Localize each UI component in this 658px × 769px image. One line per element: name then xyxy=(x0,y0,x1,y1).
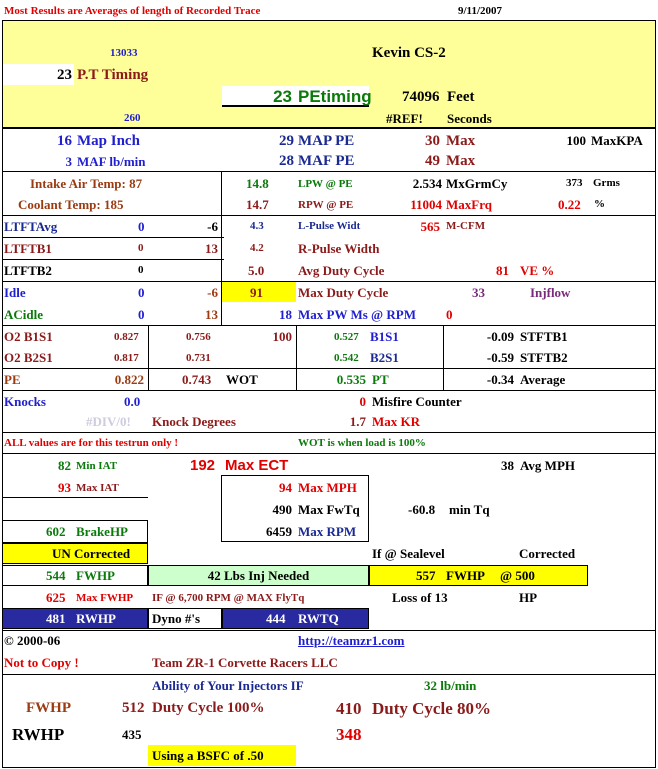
max-rpm-value: 6459 xyxy=(266,524,292,539)
knocks-label: Knocks xyxy=(4,394,46,409)
hp-label: HP xyxy=(519,590,538,605)
if-rpm-note: IF @ 6,700 RPM @ MAX FlyTq xyxy=(152,592,305,604)
pe-timing-label: PEtiming xyxy=(298,87,372,106)
stftb1-value: -0.09 xyxy=(486,329,514,344)
average-value: -0.34 xyxy=(486,372,514,387)
duty100-value: 512 xyxy=(122,700,145,716)
avg-mph-value: 38 xyxy=(501,458,514,473)
stftb1-label: STFTB1 xyxy=(520,329,568,344)
maxkr-value: 1.7 xyxy=(349,414,366,429)
wot-value: 0.743 xyxy=(182,372,212,387)
max-fwtq-label: Max FwTq xyxy=(298,502,360,517)
o2-b2s1-label: O2 B2S1 xyxy=(4,350,53,365)
map-inch-label: Map Inch xyxy=(77,133,140,149)
maf-pe-label: MAF PE xyxy=(298,153,355,169)
ve-value: 81 xyxy=(496,263,509,278)
rwhp-blue-cell xyxy=(2,608,148,629)
acidle-label: ACidle xyxy=(4,307,43,322)
min-iat-label: Min IAT xyxy=(76,460,118,472)
average-label: Average xyxy=(520,372,566,387)
ltftavg-a: 0 xyxy=(138,219,145,234)
rwhp80-value: 348 xyxy=(336,725,362,744)
dyno-label: Dyno #'s xyxy=(152,611,201,626)
fwhp-value: 544 xyxy=(46,568,66,583)
maxfrq-label: MaxFrq xyxy=(446,197,492,212)
max-mph-label: Max MPH xyxy=(298,480,357,495)
stftb2-label: STFTB2 xyxy=(520,350,568,365)
rwhp100-value: 435 xyxy=(122,727,142,742)
map-max-value: 30 xyxy=(425,133,440,149)
map-pe-value: 29 xyxy=(279,133,294,149)
ref-error: #REF! xyxy=(386,111,423,126)
grms-value: 373 xyxy=(566,177,583,189)
fwhp-box xyxy=(2,565,148,586)
uncorrected-label: UN Corrected xyxy=(52,546,131,561)
sealevel-label: If @ Sealevel xyxy=(372,546,445,561)
footer-fwhp-label: FWHP xyxy=(26,700,71,716)
pe-label: PE xyxy=(4,372,21,387)
maxfrq-value: 11004 xyxy=(410,197,442,212)
max-mph-value: 94 xyxy=(279,480,292,495)
maxpw-rpm: 0 xyxy=(446,307,453,322)
ltftb1-a: 0 xyxy=(138,242,144,254)
maf-max-value: 49 xyxy=(425,153,440,169)
o2-b2s1-d: 0.542 xyxy=(334,352,359,364)
ltftb1-label: LTFTB1 xyxy=(4,241,52,256)
rpulse-label: R-Pulse Width xyxy=(298,241,380,256)
min-tq-value: -60.8 xyxy=(408,502,436,517)
wot-note: WOT is when load is 100% xyxy=(298,437,426,449)
misfire-value: 0 xyxy=(359,394,366,409)
fwhp-label: FWHP xyxy=(76,568,115,583)
bsfc-label: Using a BSFC of .50 xyxy=(152,748,264,763)
injflow-label: Injflow xyxy=(530,285,571,300)
ve-label: VE % xyxy=(520,263,555,278)
duty100-label: Duty Cycle 100% xyxy=(152,700,265,716)
brakehp-value: 602 xyxy=(46,524,66,539)
rwhp-label: RWHP xyxy=(76,611,116,626)
lpw-label: LPW @ PE xyxy=(298,178,353,190)
max-ect-label: Max ECT xyxy=(225,457,289,474)
maxduty-label: Max Duty Cycle xyxy=(298,285,389,300)
max-rpm-label: Max RPM xyxy=(298,524,357,539)
o2-b1s1-a: 0.827 xyxy=(114,331,139,343)
avgduty-value: 5.0 xyxy=(248,263,265,278)
max-ect-value: 192 xyxy=(190,457,216,474)
stftb2-value: -0.59 xyxy=(486,350,514,365)
ltftb2-label: LTFTB2 xyxy=(4,263,52,278)
pe-timing-value: 23 xyxy=(273,87,292,106)
idle-label: Idle xyxy=(4,285,26,300)
test-id: 13033 xyxy=(110,47,138,59)
pt-timing-label: P.T Timing xyxy=(77,67,149,83)
maxkpa-label: MaxKPA xyxy=(591,133,643,148)
pct-label: % xyxy=(594,198,605,210)
pt-label: PT xyxy=(372,372,389,387)
corrected-fwhp-value: 557 xyxy=(416,568,436,583)
o2-b1s1-tag: B1S1 xyxy=(370,329,399,344)
rwtq-value: 444 xyxy=(266,611,286,626)
div0-error: #DIV/0! xyxy=(86,414,131,429)
coolant-temp: Coolant Temp: 185 xyxy=(18,197,124,212)
mcfm-value: 565 xyxy=(420,219,440,234)
rpw-value: 14.7 xyxy=(246,197,269,212)
copyright: © 2000-06 xyxy=(4,633,61,648)
test-date: 9/11/2007 xyxy=(458,5,503,17)
duty80-label: Duty Cycle 80% xyxy=(372,699,491,718)
o2-b1s1-c: 100 xyxy=(272,329,292,344)
o2-b1s1-label: O2 B1S1 xyxy=(4,329,53,344)
car-name: Kevin CS-2 xyxy=(372,45,446,61)
rpw-label: RPW @ PE xyxy=(298,199,354,211)
rwtq-blue-cell xyxy=(222,608,369,629)
ltftavg-label: LTFTAvg xyxy=(4,219,58,234)
ability-label: Ability of Your Injectors IF xyxy=(152,678,304,693)
ltftb1-b: 13 xyxy=(205,241,218,256)
feet-value: 74096 xyxy=(402,89,440,105)
idle-a: 0 xyxy=(138,285,145,300)
rpulse-value: 4.2 xyxy=(250,242,264,254)
averages-note: Most Results are Averages of length of Recorded Trace xyxy=(4,5,261,17)
maxpw-label: Max PW Ms @ RPM xyxy=(298,307,416,322)
company-name: Team ZR-1 Corvette Racers LLC xyxy=(152,655,338,670)
brakehp-label: BrakeHP xyxy=(76,524,128,539)
map-max-label: Max xyxy=(446,133,476,149)
seconds-label: Seconds xyxy=(447,111,492,126)
acidle-a: 0 xyxy=(138,307,145,322)
maxkpa-value: 100 xyxy=(566,133,586,148)
pct-value: 0.22 xyxy=(558,197,581,212)
ltftb2-a: 0 xyxy=(138,264,144,276)
pt-timing-value: 23 xyxy=(57,67,72,83)
o2-b2s1-a: 0.817 xyxy=(114,352,139,364)
corrected-label: Corrected xyxy=(519,546,576,561)
o2-b2s1-tag: B2S1 xyxy=(370,350,399,365)
mcfm-label: M-CFM xyxy=(446,220,486,232)
max-fwtq-value: 490 xyxy=(272,502,292,517)
avg-mph-label: Avg MPH xyxy=(520,458,575,473)
grms-label: Grms xyxy=(593,177,620,189)
max-iat-label: Max IAT xyxy=(76,482,119,494)
ltftavg-b: -6 xyxy=(207,219,218,234)
intake-air-temp: Intake Air Temp: 87 xyxy=(30,176,143,191)
max-fwhp-label: Max FWHP xyxy=(76,592,134,604)
knocks-value: 0.0 xyxy=(124,394,141,409)
max-iat-value: 93 xyxy=(58,480,71,495)
injflow-value: 33 xyxy=(472,285,485,300)
corrected-at-rpm: @ 500 xyxy=(500,568,535,583)
wot-label: WOT xyxy=(226,372,258,387)
maf-max-label: Max xyxy=(446,153,476,169)
min-iat-value: 82 xyxy=(58,458,71,473)
not-to-copy: Not to Copy ! xyxy=(4,655,79,670)
rwhp-value: 481 xyxy=(46,611,66,626)
maf-pe-value: 28 xyxy=(279,153,294,169)
avgduty-label: Avg Duty Cycle xyxy=(298,263,385,278)
maf-label: MAF lb/min xyxy=(77,154,146,169)
lb-per-min: 32 lb/min xyxy=(424,678,477,693)
maxkr-label: Max KR xyxy=(372,414,421,429)
rwtq-label: RWTQ xyxy=(298,611,339,626)
pe-value: 0.822 xyxy=(114,372,144,387)
all-values-note: ALL values are for this testrun only ! xyxy=(4,437,179,449)
corrected-fwhp-label: FWHP xyxy=(446,568,485,583)
maf-value: 3 xyxy=(65,154,72,169)
idle-b: -6 xyxy=(207,285,218,300)
maxduty-value: 91 xyxy=(250,285,263,300)
misfire-label: Misfire Counter xyxy=(372,394,462,409)
min-tq-label: min Tq xyxy=(449,502,490,517)
loss-label: Loss of 13 xyxy=(392,590,448,605)
maxpw-value: 18 xyxy=(279,307,292,322)
acidle-b: 13 xyxy=(205,307,218,322)
o2-b1s1-b: 0.756 xyxy=(186,331,211,343)
feet-label: Feet xyxy=(447,89,475,105)
knock-degrees-label: Knock Degrees xyxy=(152,414,236,429)
footer-rwhp-label: RWHP xyxy=(12,725,65,744)
pt-value: 0.535 xyxy=(336,372,366,387)
value-260: 260 xyxy=(124,112,141,124)
duty80-value: 410 xyxy=(336,699,362,718)
o2-b1s1-d: 0.527 xyxy=(334,331,359,343)
lpulse-value: 4.3 xyxy=(250,220,264,232)
mxgrmcy-value: 2.534 xyxy=(412,176,442,191)
mxgrmcy-label: MxGrmCy xyxy=(446,176,508,191)
lpw-value: 14.8 xyxy=(246,176,269,191)
lpulse-label: L-Pulse Widt xyxy=(298,220,361,232)
max-fwhp-value: 625 xyxy=(46,590,66,605)
inj-needed: 42 Lbs Inj Needed xyxy=(207,568,310,583)
o2-b2s1-b: 0.731 xyxy=(186,352,211,364)
map-inch-value: 16 xyxy=(57,133,72,149)
map-pe-label: MAP PE xyxy=(298,133,355,149)
teamzr1-link[interactable]: http://teamzr1.com xyxy=(298,633,405,648)
